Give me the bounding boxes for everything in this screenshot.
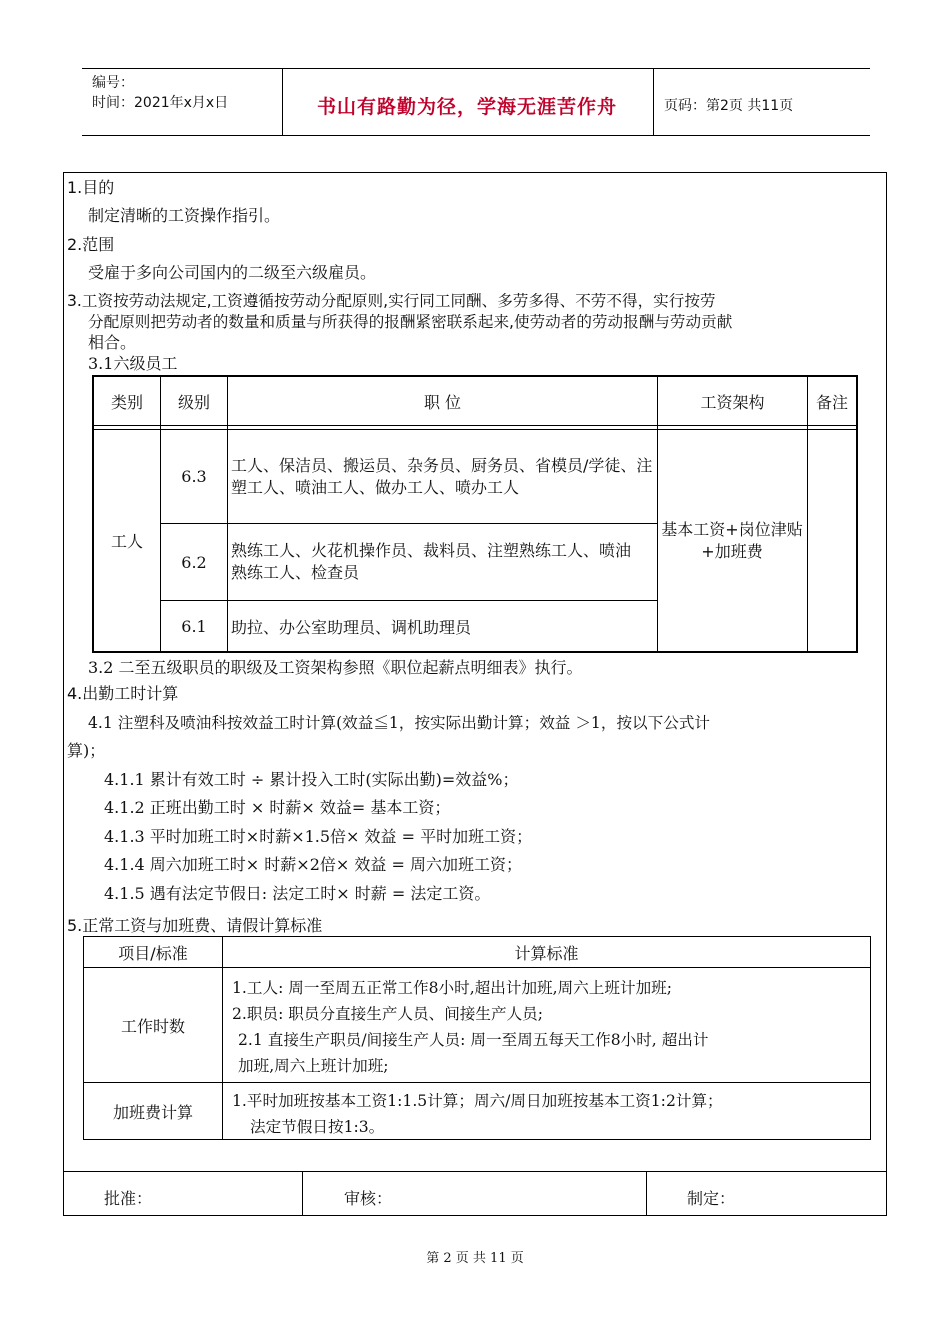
level-table-position-cell: 工人、保洁员、搬运员、杂务员、厨务员、省模员/学徒、注塑工人、喷油工人、做办工人、喷办工人	[231, 455, 653, 497]
level-table-structure-cell: 基本工资+岗位津贴+加班费	[661, 519, 803, 561]
formula-4-1-1: 4.1.1 累计有效工时 ÷ 累计投入工时(实际出勤)=效益%；	[104, 770, 519, 789]
document-number-label: 编号：	[92, 75, 134, 91]
calc-table-col-rule	[222, 937, 223, 1139]
section-4-1-line-1: 4.1 注塑科及喷油科按效益工时计算(效益≦1，按实际出勤计算；效益 ＞1，按以下公式计	[88, 714, 711, 732]
level-table-header-position: 职 位	[423, 392, 462, 412]
section-3-1-title: 3.1六级员工	[88, 354, 178, 373]
level-table-level-cell: 6.2	[181, 552, 207, 572]
section-5-title: 5.正常工资与加班费、请假计算标准	[67, 916, 323, 935]
page-counter-label: 页码：第2页 共11页	[664, 98, 794, 114]
level-table-level-cell: 6.1	[181, 616, 207, 636]
level-table-remark-cell	[808, 430, 856, 651]
level-table-header-remark: 备注	[815, 392, 848, 412]
section-2-title: 2.范围	[67, 235, 115, 254]
section-3-line-3: 相合。	[88, 333, 137, 352]
calc-table-standard-line: 1.平时加班按基本工资1:1.5计算；周六/周日加班按基本工资1:2计算；	[232, 1092, 723, 1110]
level-table-header-rule	[94, 425, 856, 426]
header-motto: 书山有路勤为径，学海无涯苦作舟	[316, 96, 617, 118]
signoff-review-label: 审核：	[344, 1189, 393, 1208]
calc-table-item-cell: 加班费计算	[112, 1102, 193, 1122]
signoff-top-rule	[63, 1171, 887, 1172]
section-4-1-line-2: 算)；	[67, 741, 106, 760]
formula-4-1-2: 4.1.2 正班出勤工时 × 时薪× 效益= 基本工资；	[104, 798, 451, 817]
section-1-text: 制定清晰的工资操作指引。	[88, 206, 281, 225]
section-1-title: 1.目的	[67, 178, 115, 197]
level-table-level-cell: 6.3	[181, 467, 207, 486]
section-3-2-text: 3.2 二至五级职员的职级及工资架构参照《职位起薪点明细表》执行。	[88, 658, 583, 677]
calc-table-standard-line: 1.工人: 周一至周五正常工作8小时,超出计加班,周六上班计加班;	[232, 979, 673, 997]
page-footer: 第 2 页 共 11 页	[426, 1251, 524, 1266]
signoff-divider-1	[302, 1171, 303, 1216]
header-bottom-rule	[82, 135, 870, 136]
header-divider-2	[653, 68, 654, 136]
calc-table-standard-line: 2.1 直接生产职员/间接生产人员: 周一至周五每天工作8小时, 超出计	[238, 1031, 709, 1049]
calc-table-standard-line: 加班,周六上班计加班;	[238, 1057, 389, 1075]
section-2-text: 受雇于多向公司国内的二级至六级雇员。	[88, 263, 377, 282]
calc-table-standard-line: 2.职员: 职员分直接生产人员、间接生产人员;	[232, 1005, 544, 1023]
signoff-prepare-label: 制定：	[687, 1189, 736, 1208]
level-table-category-cell: 工人	[110, 532, 143, 551]
formula-4-1-3: 4.1.3 平时加班工时×时薪×1.5倍× 效益 = 平时加班工资；	[104, 827, 533, 846]
section-4-title: 4.出勤工时计算	[67, 684, 179, 703]
level-table-header-level: 级别	[177, 392, 210, 412]
formula-4-1-4: 4.1.4 周六加班工时× 时薪×2倍× 效益 = 周六加班工资；	[104, 855, 522, 874]
header-divider-1	[282, 68, 283, 136]
signoff-divider-2	[646, 1171, 647, 1216]
document-date-label: 时间：2021年x月x日	[92, 95, 229, 111]
level-table-position-cell: 助拉、办公室助理员、调机助理员	[231, 617, 472, 637]
calc-table-standard-line: 法定节假日按1:3。	[250, 1118, 385, 1136]
calc-table-header-standard: 计算标准	[514, 943, 579, 963]
level-table	[92, 375, 858, 653]
section-3-line-1: 3.工资按劳动法规定,工资遵循按劳动分配原则,实行同工同酬、多劳多得、不劳不得，实行按劳	[67, 292, 716, 310]
calculation-standard-table	[83, 936, 871, 1140]
section-3-line-2: 分配原则把劳动者的数量和质量与所获得的报酬紧密联系起来,使劳动者的劳动报酬与劳动贡献	[88, 313, 733, 331]
formula-4-1-5: 4.1.5 遇有法定节假日: 法定工时× 时薪 = 法定工资。	[104, 884, 491, 903]
calc-table-item-cell: 工作时数	[120, 1016, 185, 1036]
level-table-position-cell: 熟练工人、火花机操作员、裁料员、注塑熟练工人、喷油熟练工人、检查员	[231, 541, 632, 582]
header-top-rule	[82, 68, 870, 69]
signoff-approve-label: 批准：	[104, 1189, 153, 1208]
calc-table-header-item: 项目/标准	[118, 943, 188, 963]
level-table-header-category: 类别	[110, 392, 143, 412]
level-table-header-structure: 工资架构	[700, 392, 765, 412]
